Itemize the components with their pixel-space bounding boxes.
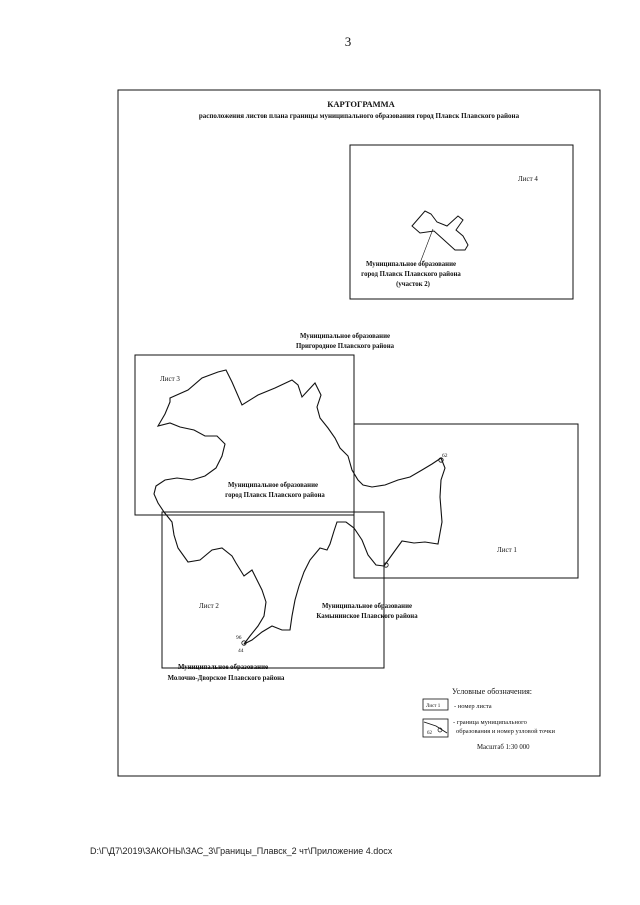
sheet-2-frame bbox=[162, 512, 384, 668]
sheet-1-label: Лист 1 bbox=[497, 546, 517, 554]
map-scale: Масштаб 1:30 000 bbox=[477, 744, 530, 751]
city-label-line1: Муниципальное образование bbox=[227, 482, 319, 489]
legend-title: Условные обозначения: bbox=[452, 687, 533, 696]
city-label-line2: город Плавск Плавского района bbox=[225, 492, 325, 499]
node-label-96: 96 bbox=[236, 635, 242, 641]
molochno-label-line1: Муниципальное образование bbox=[177, 664, 269, 671]
node-label-44: 44 bbox=[238, 648, 244, 654]
legend-boundary-desc-line2: образования и номер узловой точки bbox=[456, 728, 555, 735]
page-number: 3 bbox=[344, 34, 352, 49]
plot-2-label-line1: Муниципальное образование bbox=[365, 261, 457, 268]
legend-node-number: 62 bbox=[427, 731, 432, 736]
map-title: КАРТОГРАММА bbox=[327, 99, 395, 109]
prigorodnoe-label-line1: Муниципальное образование bbox=[299, 333, 391, 340]
plot-2-leader-line bbox=[420, 229, 433, 263]
legend-boundary-desc-line1: - граница муниципального bbox=[453, 719, 527, 726]
sheet-2-label: Лист 2 bbox=[199, 602, 219, 610]
prigorodnoe-label-line2: Пригородное Плавского района bbox=[295, 343, 395, 350]
kamyninskoe-label-line2: Камынинское Плавского района bbox=[316, 613, 418, 620]
legend-sheet-box-label: Лист 1 bbox=[426, 704, 441, 709]
file-path-footer: D:\Г\Д7\2019\ЗАКОНЫ\ЗАС_3\Границы_Плавск_2 чт\Приложение 4.docx bbox=[90, 846, 393, 856]
plot-2-label-line3: (участок 2) bbox=[396, 281, 430, 288]
legend-sheet-desc: - номер листа bbox=[454, 703, 492, 710]
sheet-1-frame bbox=[354, 424, 578, 578]
node-label-62: 62 bbox=[442, 453, 448, 459]
plot-2-boundary bbox=[412, 211, 468, 250]
plot-2-label-line2: город Плавск Плавского района bbox=[361, 271, 461, 278]
sheet-4-label: Лист 4 bbox=[518, 175, 538, 183]
outer-frame bbox=[118, 90, 600, 776]
kamyninskoe-label-line1: Муниципальное образование bbox=[321, 603, 413, 610]
map-subtitle: расположения листов плана границы муниципального образования город Плавск Плавского района bbox=[198, 112, 520, 120]
sheet-3-label: Лист 3 bbox=[160, 375, 180, 383]
molochno-label-line2: Молочно-Дворское Плавского района bbox=[167, 675, 285, 682]
